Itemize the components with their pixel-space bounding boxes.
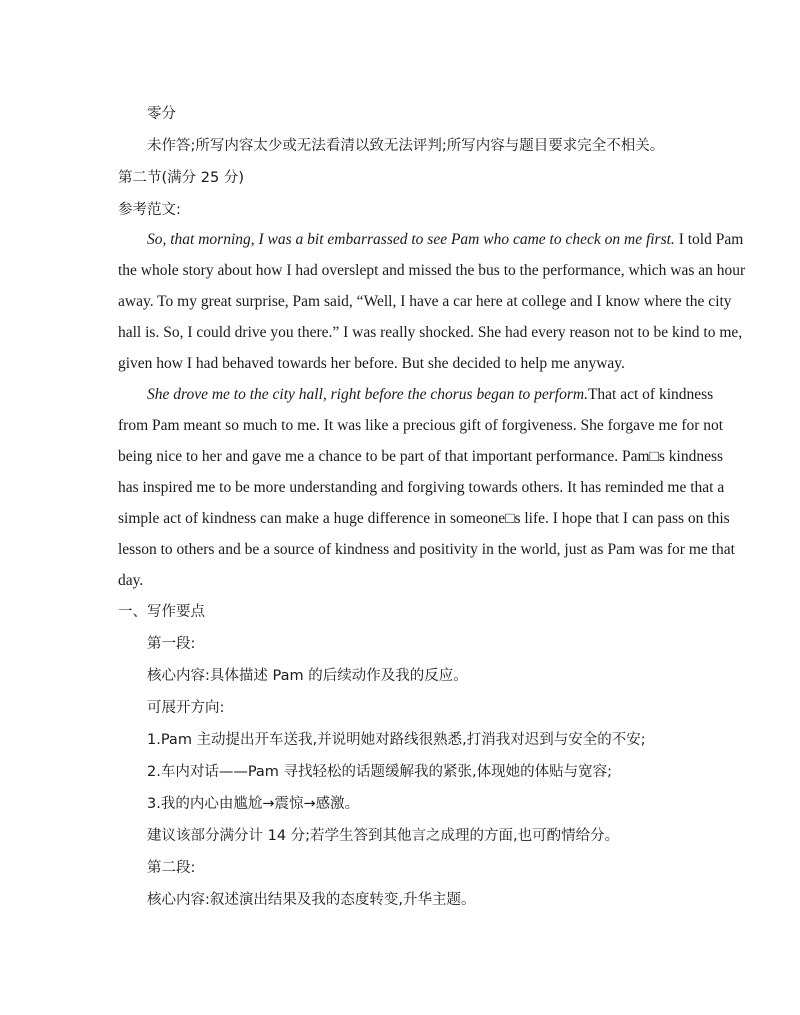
essay-para1-line2: the whole story about how I had overslept and missed the bus to the performance, which was an hour <box>118 262 746 279</box>
paragraph1-direction-item: 2.车内对话——Pam 寻找轻松的话题缓解我的紧张,体现她的体贴与宽容; <box>147 764 613 780</box>
essay-para1-line4: hall is. So, I could drive you there.” I was really shocked. She had every reason not to be kind to me, <box>118 324 743 341</box>
essay-para2-line4: has inspired me to be more understanding and forgiving towards others. It has reminded me that a <box>118 479 725 496</box>
essay-para2-line1-rest: That act of kindness <box>587 386 714 403</box>
essay-para1-opening: So, that morning, I was a bit embarrassed to see Pam who came to check on me first. <box>147 231 675 248</box>
paragraph2-label: 第二段: <box>147 860 196 876</box>
paragraph1-directions-label: 可展开方向: <box>147 700 225 716</box>
paragraph1-direction-item: 1.Pam 主动提出开车送我,并说明她对路线很熟悉,打消我对迟到与安全的不安; <box>147 732 646 748</box>
paragraph1-label: 第一段: <box>147 636 196 652</box>
essay-para2-line6: lesson to others and be a source of kindness and positivity in the world, just as Pam was for me that <box>118 541 735 558</box>
paragraph2-core-content: 核心内容:叙述演出结果及我的态度转变,升华主题。 <box>147 892 476 908</box>
essay-para2-line7: day. <box>118 572 144 589</box>
paragraph1-direction-item: 3.我的内心由尴尬→震惊→感激。 <box>147 796 360 812</box>
essay-para2-line3: being nice to her and gave me a chance to be part of that important performance. Pam□s kindness <box>118 448 724 465</box>
essay-para1-line5: given how I had behaved towards her before. But she decided to help me anyway. <box>118 355 625 372</box>
essay-para1-line1 <box>147 230 744 250</box>
sample-essay-label: 参考范文: <box>118 202 181 218</box>
essay-para2-line1 <box>147 385 714 405</box>
essay-para1-line1-rest: I told Pam <box>674 231 744 248</box>
essay-para1-line3: away. To my great surprise, Pam said, “Well, I have a car here at college and I know where the city <box>118 293 732 310</box>
essay-para2-line2: from Pam meant so much to me. It was like a precious gift of forgiveness. She forgave me for not <box>118 417 724 434</box>
section-heading: 第二节(满分 25 分) <box>118 170 244 186</box>
zero-score-description: 未作答;所写内容太少或无法看清以致无法评判;所写内容与题目要求完全不相关。 <box>147 138 665 154</box>
paragraph1-core-content: 核心内容:具体描述 Pam 的后续动作及我的反应。 <box>147 668 468 684</box>
essay-para2-opening: She drove me to the city hall, right before the chorus began to perform. <box>147 386 588 403</box>
essay-para2-line5: simple act of kindness can make a huge difference in someone□s life. I hope that I can pass on this <box>118 510 730 527</box>
writing-points-heading: 一、写作要点 <box>118 604 205 620</box>
zero-score-label: 零分 <box>147 106 176 122</box>
paragraph1-scoring-note: 建议该部分满分计 14 分;若学生答到其他言之成理的方面,也可酌情给分。 <box>147 828 620 844</box>
